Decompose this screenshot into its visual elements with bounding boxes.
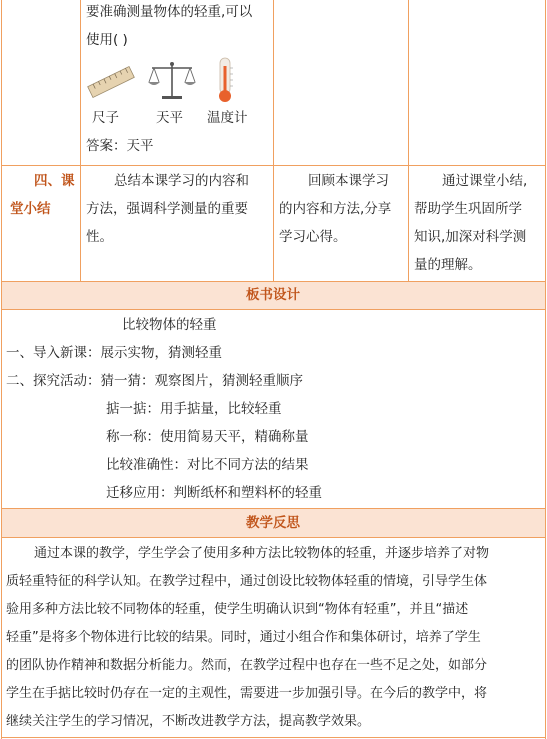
row-divider [1, 537, 546, 538]
answer-text: 答案：天平 [86, 138, 154, 154]
reflection-line: 验用多种方法比较不同物体的轻重，使学生明确认识到“物体有轻重”，并且“描述 [6, 602, 469, 617]
option-label-thermometer: 温度计 [207, 110, 248, 126]
reflection-line: 轻重”是将多个物体进行比较的结果。同时，通过小组合作和集体研讨，培养了学生 [6, 630, 481, 645]
stage-label: 堂小结 [10, 201, 51, 217]
teacher-activity-line: 方法，强调科学测量的重要 [86, 201, 248, 217]
student-activity-line: 回顾本课学习 [308, 173, 389, 189]
board-design-heading: 板书设计 [246, 287, 300, 303]
row-divider [1, 165, 546, 166]
row-divider [1, 309, 546, 310]
design-intent-line: 知识,加深对科学测 [414, 229, 527, 245]
reflection-line: 通过本课的教学，学生学会了使用多种方法比较物体的轻重，并逐步培养了对物 [34, 546, 490, 561]
board-title: 比较物体的轻重 [122, 317, 217, 333]
design-intent-line: 通过课堂小结, [442, 173, 528, 189]
board-line: 比较准确性：对比不同方法的结果 [106, 457, 309, 473]
board-line: 二、探究活动：猜一猜：观察图片，猜测轻重顺序 [6, 373, 303, 389]
question-text-line: 要准确测量物体的轻重,可以 [86, 4, 253, 20]
question-text-line: 使用( ) [86, 32, 128, 48]
student-activity-line: 的内容和方法,分享 [279, 201, 392, 217]
teacher-activity-line: 总结本课学习的内容和 [114, 173, 249, 189]
board-line: 称一称：使用简易天平，精确称量 [106, 429, 309, 445]
board-line: 掂一掂：用手掂量，比较轻重 [106, 401, 282, 417]
reflection-line: 继续关注学生的学习情况，不断改进教学方法，提高教学效果。 [6, 714, 371, 729]
board-line: 迁移应用：判断纸杯和塑料杯的轻重 [106, 485, 322, 501]
thermometer-icon [214, 56, 236, 104]
stage-label: 四、课 [34, 173, 75, 189]
reflection-line: 学生在手掂比较时仍存在一定的主观性，需要进一步加强引导。在今后的教学中，将 [6, 686, 488, 701]
teacher-activity-line: 性。 [86, 229, 113, 245]
ruler-icon [86, 62, 136, 102]
reflection-line: 质轻重特征的科学认知。在教学过程中，通过创设比较物体轻重的情境，引导学生体 [6, 574, 488, 589]
teaching-reflection-heading: 教学反思 [246, 515, 300, 531]
balance-scale-icon [146, 58, 198, 102]
reflection-line: 的团队协作精神和数据分析能力。然而，在教学过程中也存在一些不足之处，如部分 [6, 658, 488, 673]
option-label-ruler: 尺子 [92, 110, 119, 126]
column-divider [408, 0, 409, 281]
design-intent-line: 帮助学生巩固所学 [414, 201, 522, 217]
table-border-left [1, 0, 2, 739]
design-intent-line: 量的理解。 [414, 257, 482, 273]
table-border-bottom [1, 737, 546, 738]
board-line: 一、导入新课：展示实物，猜测轻重 [6, 345, 222, 361]
option-label-balance: 天平 [156, 110, 183, 126]
table-border-right [545, 0, 546, 739]
student-activity-line: 学习心得。 [279, 229, 347, 245]
column-divider [80, 0, 81, 281]
column-divider [273, 0, 274, 281]
